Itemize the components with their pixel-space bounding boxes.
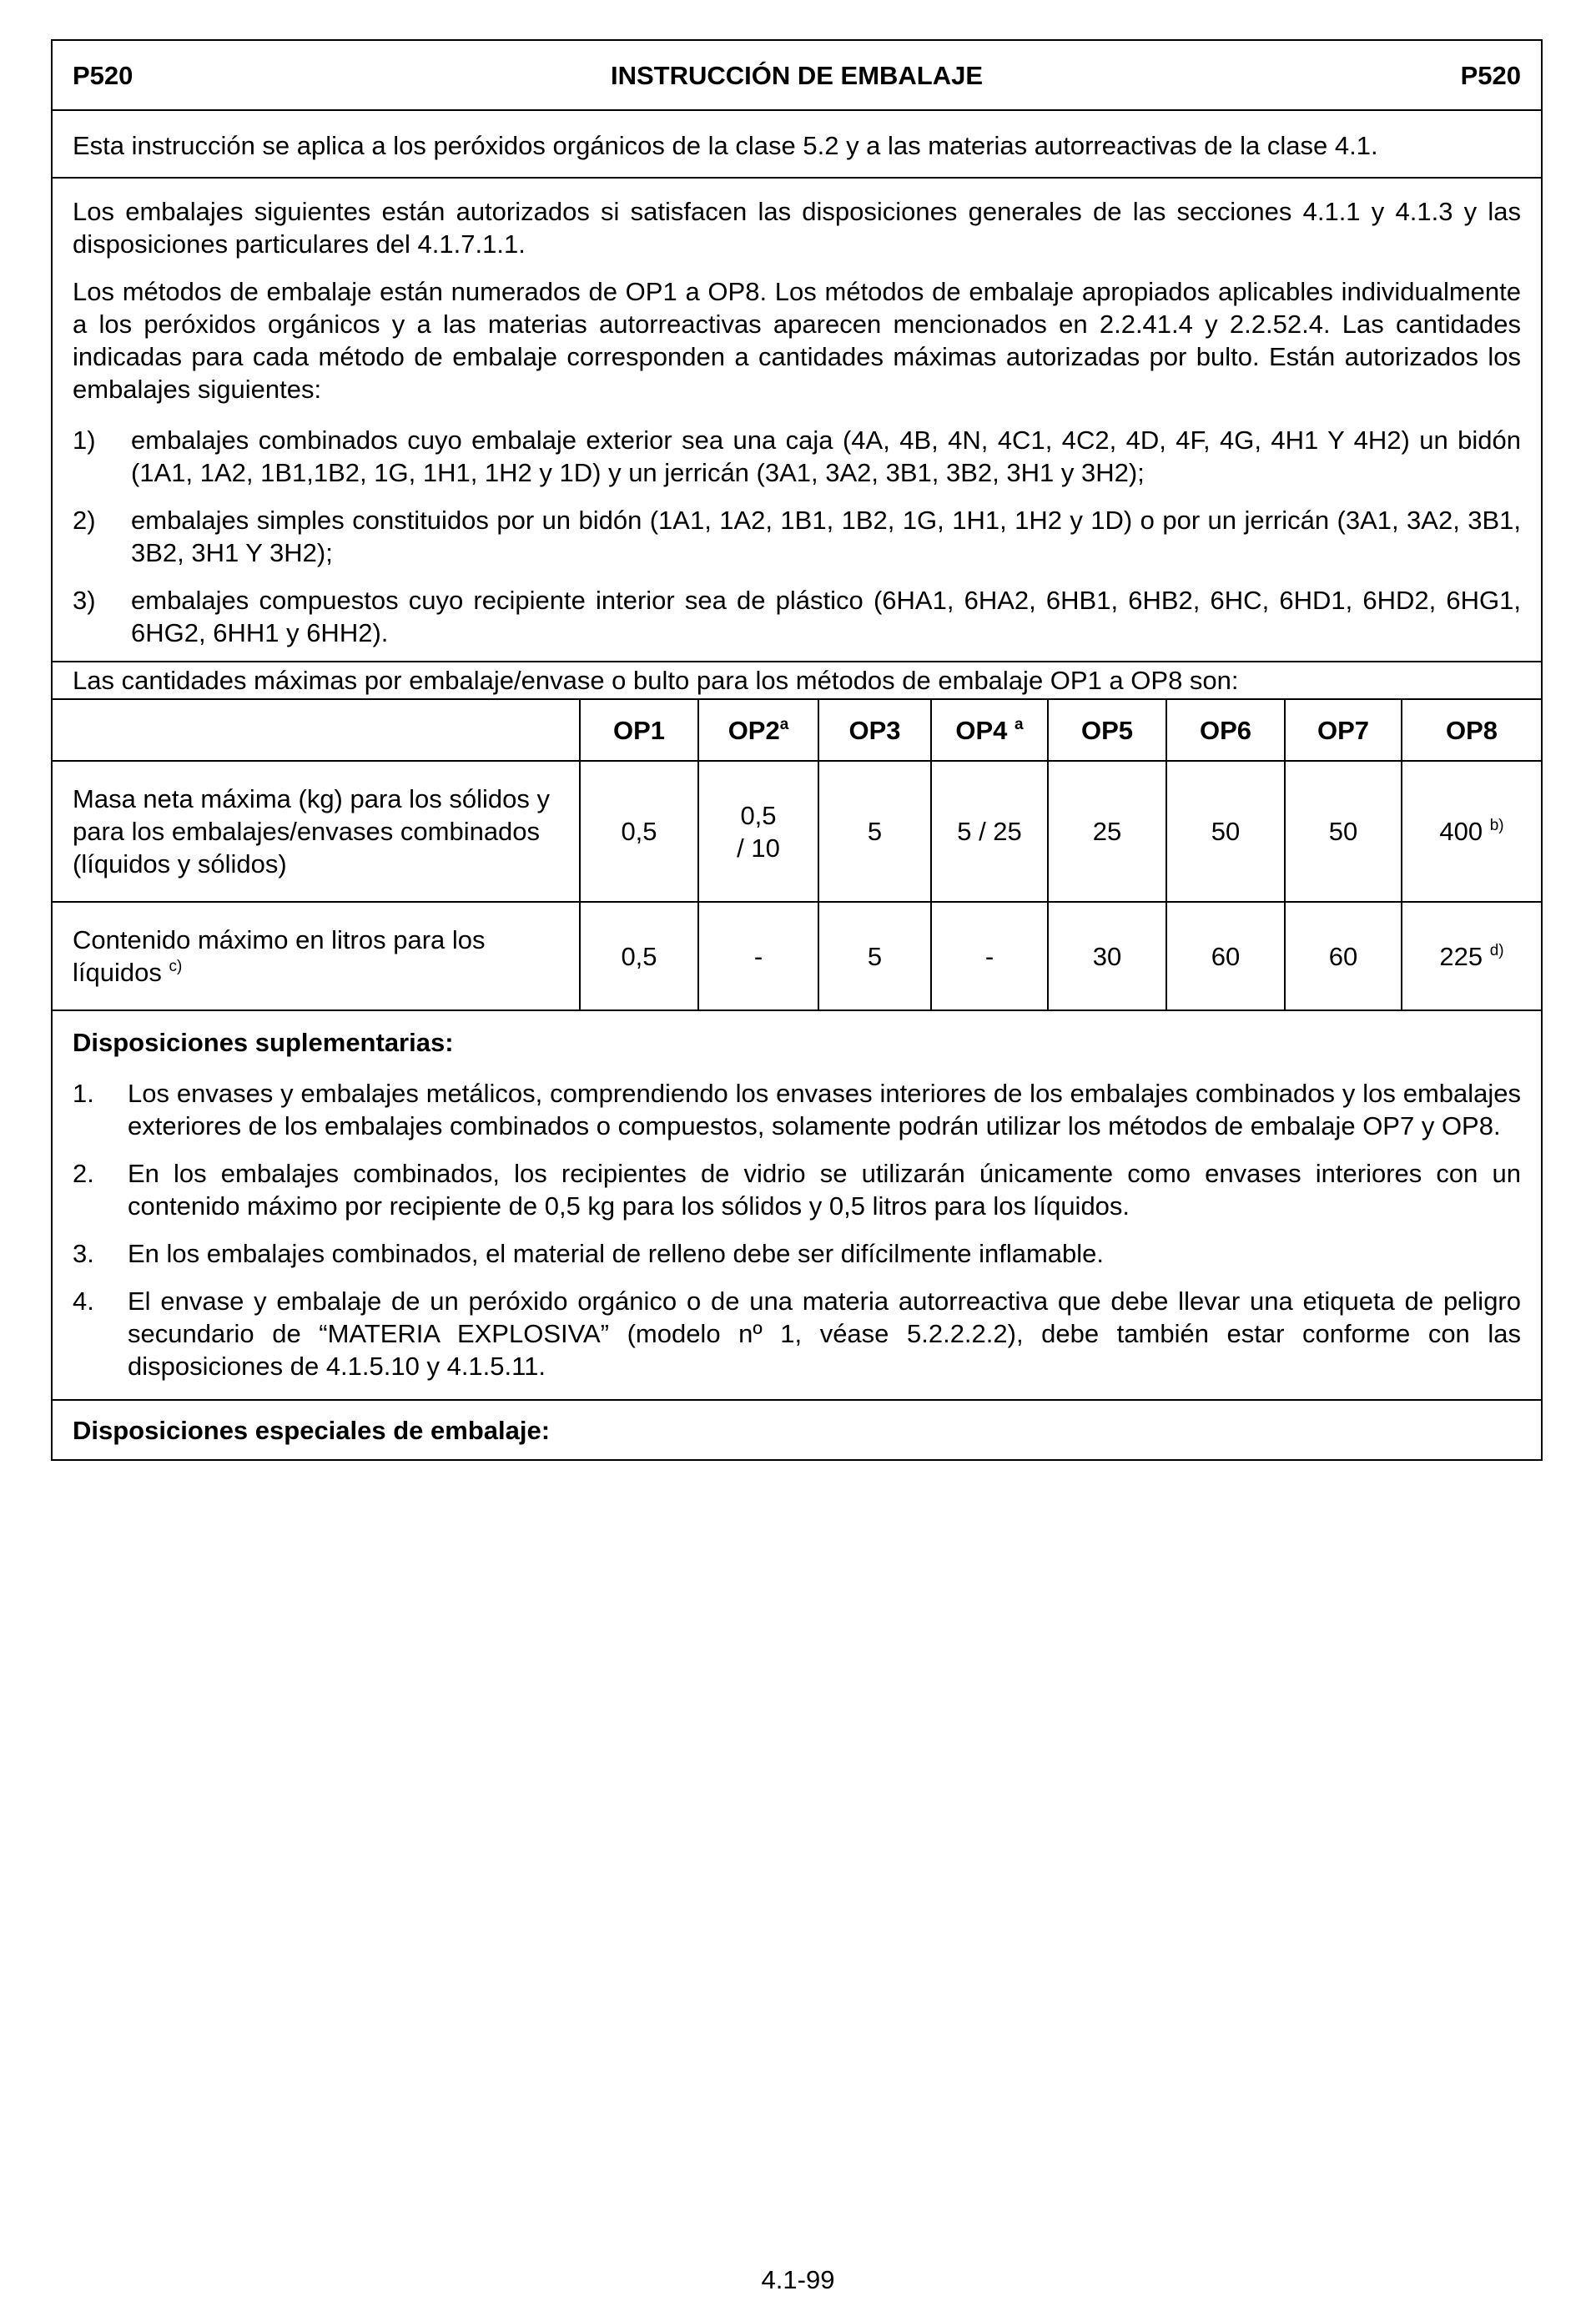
list-item-number: 4. bbox=[73, 1286, 94, 1316]
table-cell: 5 bbox=[818, 761, 931, 902]
packing-instruction-table bbox=[51, 39, 1543, 1461]
special-provisions-heading: Disposiciones especiales de embalaje: bbox=[73, 1415, 551, 1445]
supplementary-section bbox=[53, 1011, 1541, 1401]
table-cell: 400 $^{b)}$ bbox=[1402, 761, 1541, 902]
table-cell: 5 / 25 bbox=[931, 761, 1048, 902]
supplementary-heading: Disposiciones suplementarias: bbox=[73, 1028, 454, 1057]
table-header-op1: OP1 bbox=[580, 700, 698, 761]
table-cell: 0,5 bbox=[580, 761, 698, 902]
table-header-row bbox=[53, 700, 1541, 761]
instruction-code-left: P520 bbox=[73, 60, 133, 90]
list-item-text: En los embalajes combinados, el material de relleno debe ser difícilmente inflamable. bbox=[128, 1239, 1105, 1268]
general-paragraph-1: Los embalajes siguientes están autorizados si satisfacen las disposiciones generales de las secciones 4.1.1 y 4.1.3 y las disposiciones particulares del 4.1.7.1.1. bbox=[73, 197, 1521, 259]
table-cell: 225 $^{d)}$ bbox=[1439, 941, 1504, 971]
list-item-number: 1) bbox=[73, 425, 96, 455]
table-header-op8: OP8 bbox=[1402, 700, 1541, 761]
table-header-op3: OP3 bbox=[818, 700, 931, 761]
scope-text: Esta instrucción se aplica a los peróxidos orgánicos de la clase 5.2 y a las materias autorreactivas de la clase 4.1. bbox=[73, 131, 1378, 160]
table-cell: 30 bbox=[1048, 902, 1166, 1009]
table-header-op4: OP4 $^a$ bbox=[931, 700, 1048, 761]
table-header-empty bbox=[53, 700, 580, 761]
table-cell: 5 bbox=[818, 902, 931, 1009]
general-paragraph-2: Los métodos de embalaje están numerados de OP1 a OP8. Los métodos de embalaje apropiados aplicables individualmente a los peróxidos orgánicos y a las materias autorreactivas aparecen mencionados en 2.2.41.4 y 2.2.52.4. Las cantidades indicadas para cada método de embalaje corresponden a cantidades máximas autorizadas por bulto. Están autorizados los embalajes siguientes: bbox=[73, 277, 1521, 404]
table-cell: 0,5 / 10 bbox=[698, 761, 818, 902]
instruction-code-right: P520 bbox=[1460, 60, 1521, 90]
scope-section bbox=[53, 111, 1541, 179]
instruction-title: INSTRUCCIÓN DE EMBALAJE bbox=[610, 60, 984, 90]
list-item bbox=[73, 504, 1521, 569]
general-provisions-section bbox=[53, 179, 1541, 662]
list-item-number: 2. bbox=[73, 1159, 94, 1188]
table-cell: 0,5 bbox=[580, 902, 698, 1009]
list-item-text: embalajes combinados cuyo embalaje exterior sea una caja (4A, 4B, 4N, 4C1, 4C2, 4D, 4F, 4G, 4H1 Y 4H2) un bidón (1A1, 1A2, 1B1,1B2, 1G, 1H1, 1H2 y 1D) y un jerricán (3A1, 3A2, 3B1, 3B2, 3H1 y 3H2); bbox=[131, 425, 1521, 487]
list-item bbox=[73, 1285, 1521, 1382]
table-row bbox=[53, 761, 1541, 902]
row-label-volume: Contenido máximo en litros para los líquidos $^{c)}$ bbox=[53, 902, 580, 1009]
list-item-number: 2) bbox=[73, 506, 96, 535]
list-item-number: 1. bbox=[73, 1079, 94, 1108]
table-cell: 50 bbox=[1166, 761, 1285, 902]
instruction-header bbox=[53, 41, 1541, 111]
table-cell: 50 bbox=[1285, 761, 1402, 902]
list-item-number: 3) bbox=[73, 586, 96, 615]
special-provisions-section bbox=[53, 1401, 1541, 1459]
table-header-op5: OP5 bbox=[1048, 700, 1166, 761]
table-header-op6: OP6 bbox=[1166, 700, 1285, 761]
quantities-table bbox=[53, 700, 1541, 1009]
list-item-text: embalajes compuestos cuyo recipiente interior sea de plástico (6HA1, 6HA2, 6HB1, 6HB2, 6HC, 6HD1, 6HD2, 6HG1, 6HG2, 6HH1 y 6HH2). bbox=[131, 586, 1521, 647]
table-row bbox=[53, 902, 1541, 1009]
quantities-intro-text: Las cantidades máximas por embalaje/envase o bulto para los métodos de embalaje OP1 a OP8 son: bbox=[73, 666, 1239, 695]
quantities-intro bbox=[53, 662, 1541, 700]
list-item bbox=[73, 1237, 1521, 1270]
page-number: 4.1-99 bbox=[761, 2265, 835, 2294]
table-cell: 60 bbox=[1166, 902, 1285, 1009]
table-cell: 60 bbox=[1285, 902, 1402, 1009]
table-cell: - bbox=[931, 902, 1048, 1009]
table-header-op2: OP2$^a$ bbox=[698, 700, 818, 761]
list-item bbox=[73, 584, 1521, 649]
list-item bbox=[73, 424, 1521, 489]
row-label-mass: Masa neta máxima (kg) para los sólidos y para los embalajes/envases combinados (líquidos y sólidos) bbox=[53, 761, 580, 902]
table-cell: - bbox=[698, 902, 818, 1009]
list-item-text: En los embalajes combinados, los recipientes de vidrio se utilizarán únicamente como envases interiores con un contenido máximo por recipiente de 0,5 kg para los sólidos y 0,5 litros para los líquidos. bbox=[128, 1159, 1521, 1221]
list-item-text: embalajes simples constituidos por un bidón (1A1, 1A2, 1B1, 1B2, 1G, 1H1, 1H2 y 1D) o por un jerricán (3A1, 3A2, 3B1, 3B2, 3H1 Y 3H2); bbox=[131, 506, 1521, 567]
quantities-table-wrapper bbox=[53, 700, 1541, 1011]
table-header-op7: OP7 bbox=[1285, 700, 1402, 761]
list-item-number: 3. bbox=[73, 1239, 94, 1268]
list-item-text: El envase y embalaje de un peróxido orgánico o de una materia autorreactiva que debe llevar una etiqueta de peligro secundario de “MATERIA EXPLOSIVA” (modelo nº 1, véase 5.2.2.2.2), debe también estar conforme con las disposiciones de 4.1.5.10 y 4.1.5.11. bbox=[128, 1286, 1521, 1381]
list-item-text: Los envases y embalajes metálicos, comprendiendo los envases interiores de los embalajes combinados y los embalajes exteriores de los embalajes combinados o compuestos, solamente podrán utilizar los métodos de embalaje OP7 y OP8. bbox=[128, 1079, 1521, 1140]
list-item bbox=[73, 1077, 1521, 1142]
list-item bbox=[73, 1157, 1521, 1222]
table-cell: 25 bbox=[1048, 761, 1166, 902]
